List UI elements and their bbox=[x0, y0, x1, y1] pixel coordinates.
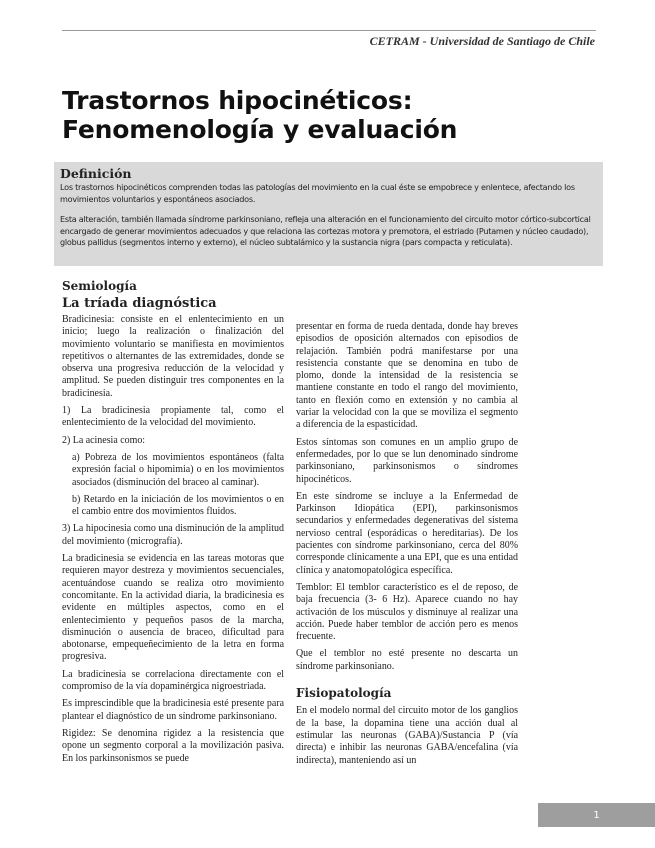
definition-box bbox=[54, 162, 603, 266]
page-number-tab bbox=[538, 803, 655, 827]
semiologia-heading: Semiología bbox=[62, 279, 137, 293]
body-paragraph: 1) La bradicinesia propiamente tal, como el enlentecimiento de la velocidad del movimiento. bbox=[62, 405, 284, 429]
body-paragraph: presentar en forma de rueda dentada, donde hay breves episodios de oposición alternados con episodios de relajación. También podrá manifestarse por una resistencia constante que se denomina en tubo de plomo, donde la intensidad de la resistencia se mantiene constante en todo el rango del movimiento, tanto en flexión como en extensión y no cambia al variar la velocidad con la que se moviliza el segmento a diferencia de la espasticidad. bbox=[296, 321, 518, 431]
right-column-paragraphs bbox=[296, 321, 518, 673]
title-line-2: Fenomenología y evaluación bbox=[62, 115, 458, 144]
body-paragraph: 2) La acinesia como: bbox=[62, 434, 146, 446]
body-paragraph: Bradicinesia: consiste en el enlentecimiento en un inicio; luego la realización o finalización del movimiento voluntario se manifiesta en movimientos repetitivos o alternantes de las extremidades, donde se observa una progresiva reducción de la velocidad y amplitud. Se pueden distinguir tres componentes en la bradicinesia. bbox=[62, 314, 284, 399]
body-paragraph: Es imprescindible que la bradicinesia esté presente para plantear el diagnóstico de un síndrome parkinsoniano. bbox=[62, 698, 284, 722]
body-paragraph: Que el temblor no esté presente no descarta un síndrome parkinsoniano. bbox=[296, 648, 518, 672]
definition-paragraph-2: Esta alteración, también llamada síndrome parkinsoniano, refleja una alteración en el funcionamiento del circuito motor córtico-subcortical encargado de generar movimientos adecuados y que relaciona las cortezas motora y premotora, el estriado (Putamen y núcleo caudado), globus pallidus (segmentos interno y externo), el núcleo subtalámico y la sustancia nigra (pars compacta y reticulata). bbox=[60, 214, 591, 247]
body-paragraph: En este síndrome se incluye a la Enfermedad de Parkinson Idiopática (EPI), parkinsonismos secundarios y enfermedades degenerativas del sistema nervioso central (esporádicas o hereditarias). De los pacientes con síndrome parkinsoniano, cerca del 80% corresponde clínicamente a una EPI, que es una entidad clínica y anatomopatológica específica. bbox=[296, 490, 518, 576]
body-paragraph: b) Retardo en la iniciación de los movimientos o en el cambio entre dos movimientos fluidos. bbox=[72, 493, 284, 518]
header-rule bbox=[62, 30, 596, 31]
fisiopatologia-heading: Fisiopatología bbox=[296, 686, 392, 701]
right-column bbox=[296, 321, 518, 772]
body-paragraph: Rigidez: Se denomina rigidez a la resistencia que opone un segmento corporal a la movilización pasiva. En los parkinsonismos se puede bbox=[62, 727, 284, 764]
triada-subheading: La tríada diagnóstica bbox=[62, 296, 217, 311]
left-column bbox=[62, 314, 284, 770]
page-number: 1 bbox=[593, 809, 600, 821]
running-header: CETRAM - Universidad de Santiago de Chile bbox=[369, 34, 595, 48]
document-title bbox=[62, 86, 582, 144]
definition-heading: Definición bbox=[60, 166, 132, 181]
body-paragraph: La bradicinesia se evidencia en las tareas motoras que requieren mayor destreza y movimientos secuenciales, acentuándose cuando se realiza otro movimiento concomitante. En la actividad diaria, la bradicinesia es evidente en múltiples aspectos, como en el enlentecimiento y pequeños pasos de la marcha, disminución o ausencia de braceo, dificultad para abotonarse, empequeñecimiento de la letra en forma progresiva. bbox=[62, 553, 284, 663]
body-paragraph: 3) La hipocinesia como una disminución de la amplitud del movimiento (micrografía). bbox=[62, 523, 284, 547]
body-paragraph: La bradicinesia se correlaciona directamente con el compromiso de la vía dopaminérgica nigroestriada. bbox=[62, 668, 284, 693]
definition-paragraph-1: Los trastornos hipocinéticos comprenden todas las patologías del movimiento en la cual éste se empobrece y enlentece, afectando los movimientos voluntarios y espontáneos asociados. bbox=[60, 182, 575, 204]
title-line-1: Trastornos hipocinéticos: bbox=[62, 86, 413, 115]
body-paragraph: Temblor: El temblor característico es el de reposo, de baja frecuencia (3- 6 Hz). Aparece cuando no hay activación de los músculos y disminuye al realizar una acción. Puede haber temblor de acción pero es menos frecuente. bbox=[296, 581, 518, 643]
body-paragraph: Estos síntomas son comunes en un amplio grupo de enfermedades, por lo que se lun denominado síndrome parkinsoniano, parkinsonismos o síndromes hipocinéticos. bbox=[296, 436, 518, 485]
body-paragraph: a) Pobreza de los movimientos espontáneos (falta expresión facial o hipomimia) o en los movimientos asociados (disminución del braceo al caminar). bbox=[72, 451, 284, 488]
fisiopatologia-paragraph: En el modelo normal del circuito motor de los ganglios de la base, la dopamina tiene una acción dual al estimular las neuronas (GABA)/Sustancia P (vía directa) e inhibir las neuronas GABA/encefalina (vía indirecta), manteniendo así un bbox=[296, 705, 518, 766]
